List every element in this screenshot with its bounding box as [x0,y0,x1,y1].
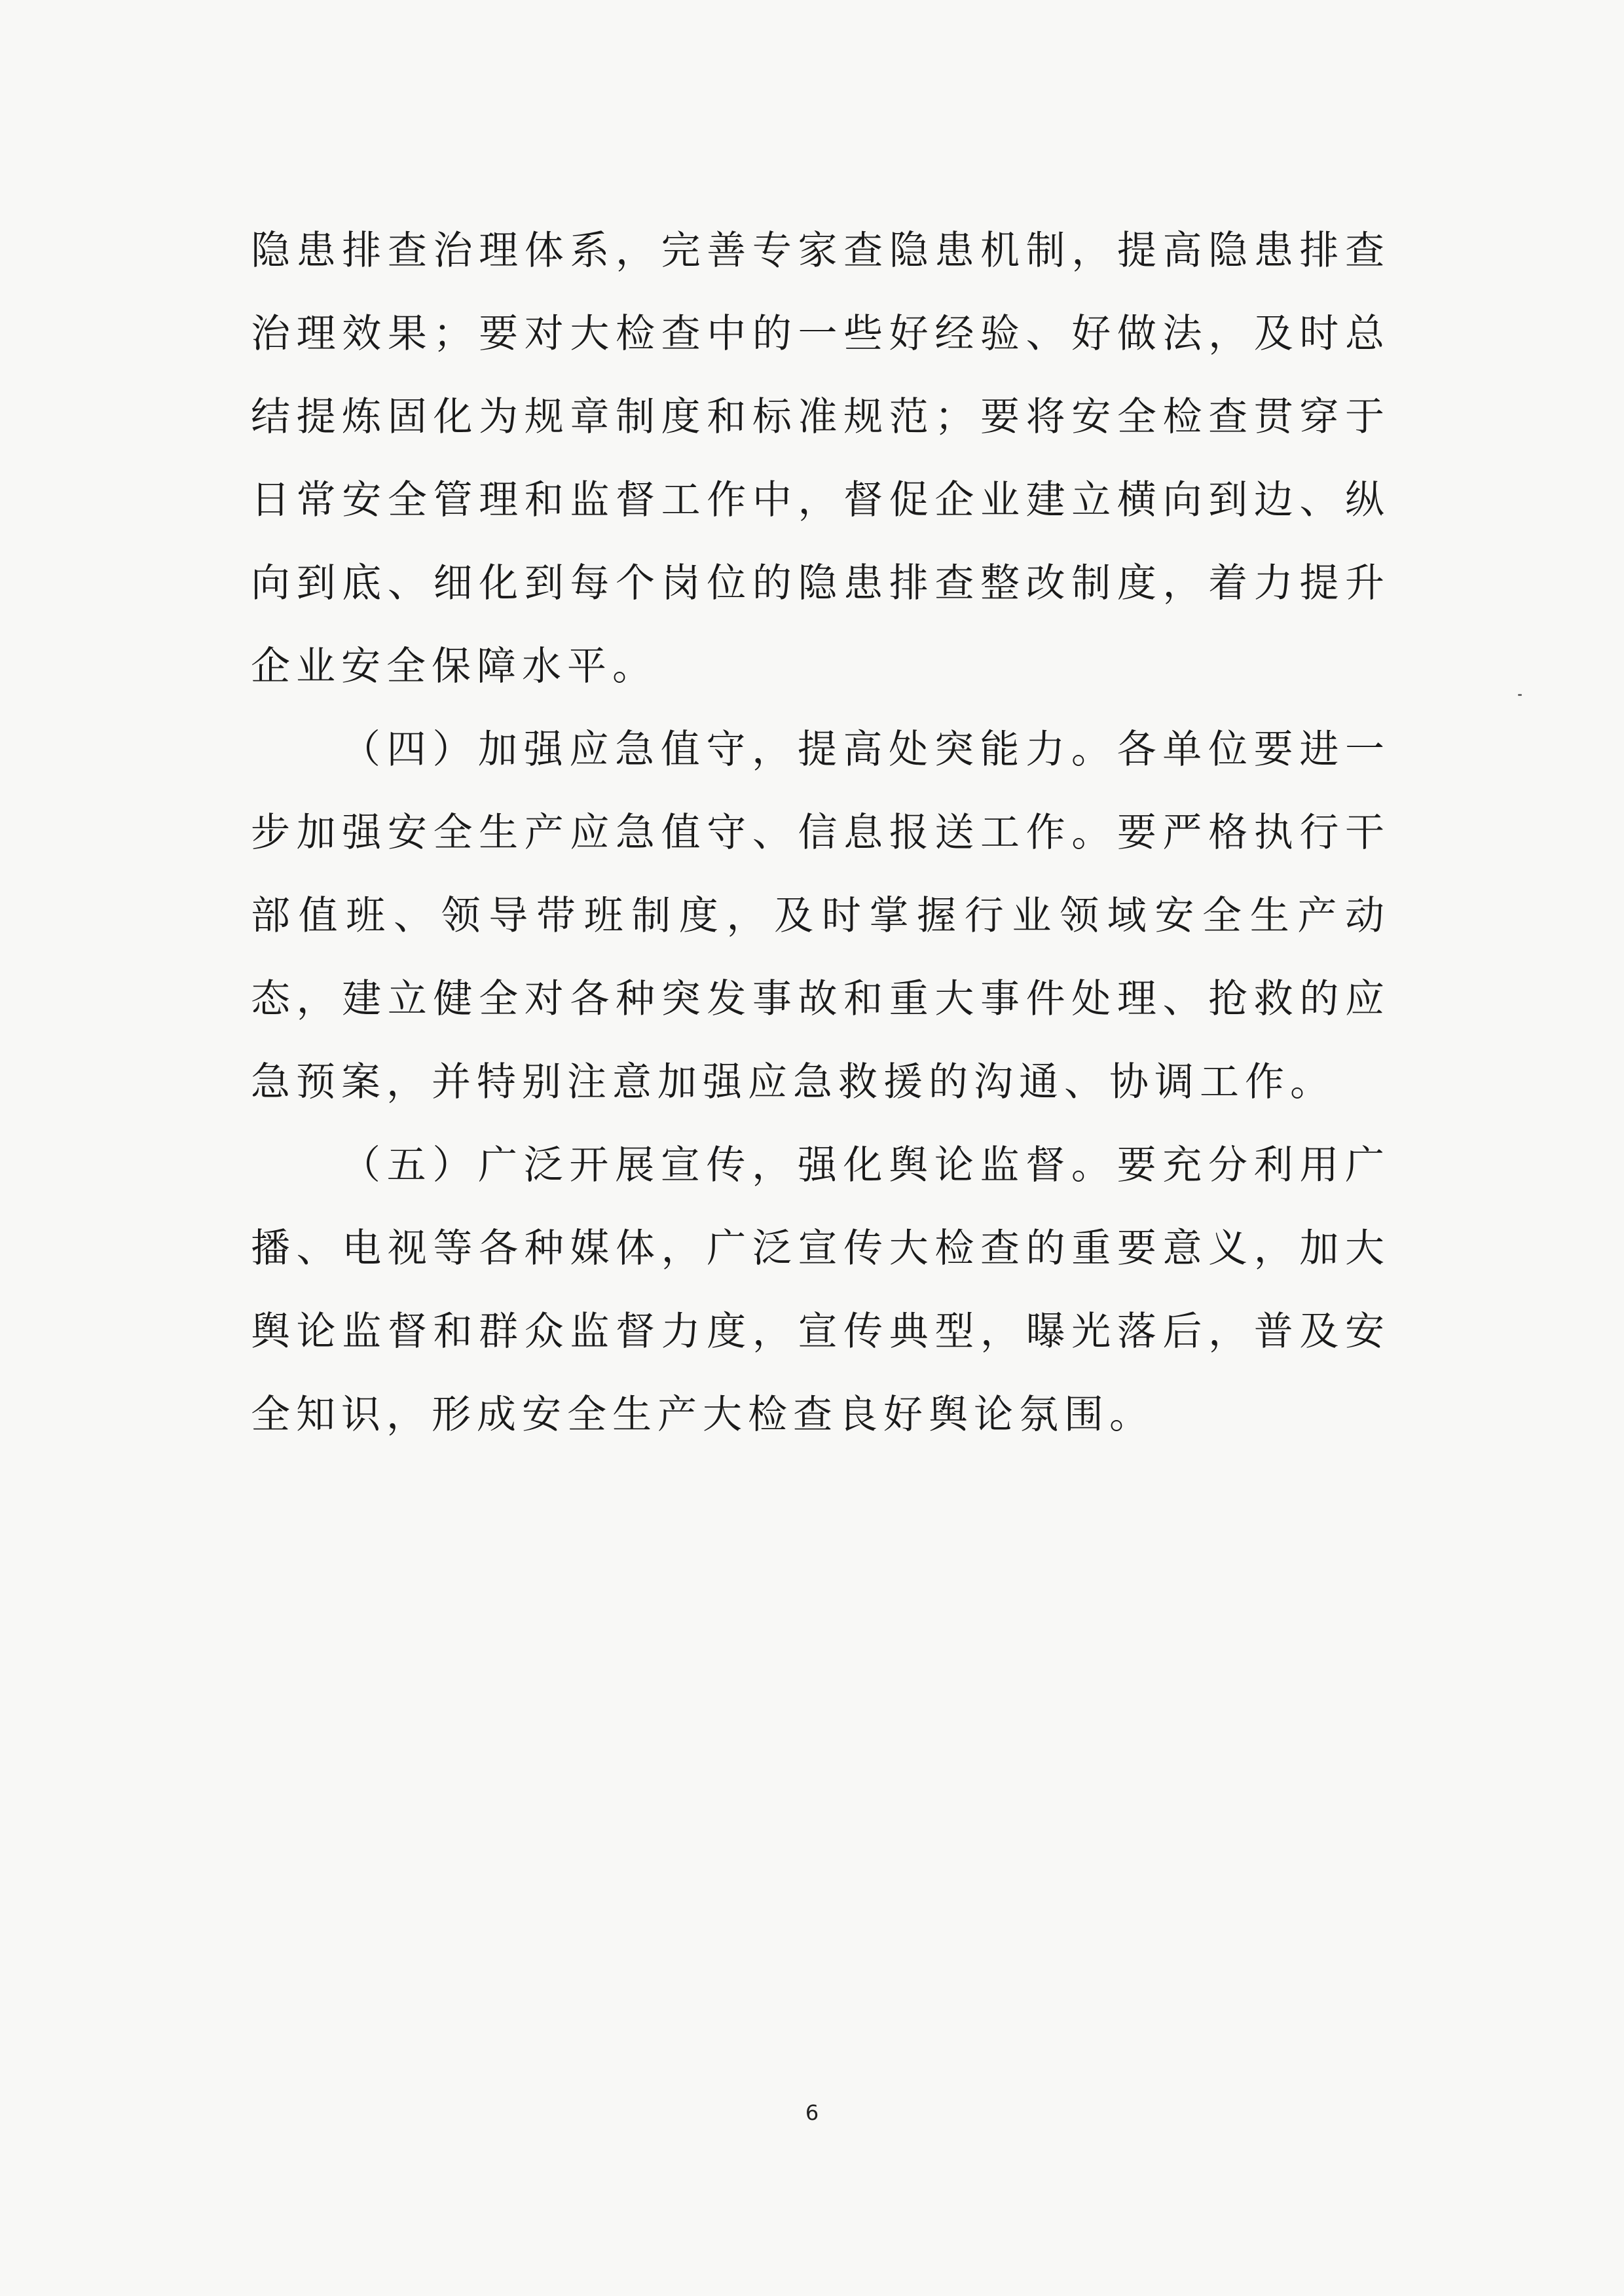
page-number: 6 [805,2100,819,2125]
scan-speck [1518,694,1522,696]
paragraph-emergency-duty: （四）加强应急值守，提高处突能力。各单位要进一步加强安全生产应急值守、信息报送工作。要严格执行干部值班、领导带班制度，及时掌握行业领域安全生产动态，建立健全对各种突发事故和重大事件处理、抢救的应急预案，并特别注意加强应急救援的沟通、协调工作。 [251,727,1390,1105]
body-text [251,210,1390,1457]
paragraph-hazard-system: 隐患排查治理体系，完善专家查隐患机制，提高隐患排查治理效果；要对大检查中的一些好经验、好做法，及时总结提炼固化为规章制度和标准规范；要将安全检查贯穿于日常安全管理和监督工作中，督促企业建立横向到边、纵向到底、细化到每个岗位的隐患排查整改制度，着力提升企业安全保障水平。 [251,228,1390,689]
paragraph-publicity: （五）广泛开展宣传，强化舆论监督。要充分利用广播、电视等各种媒体，广泛宣传大检查的重要意义，加大舆论监督和群众监督力度，宣传典型，曝光落后，普及安全知识，形成安全生产大检查良好舆论氛围。 [251,1142,1390,1438]
